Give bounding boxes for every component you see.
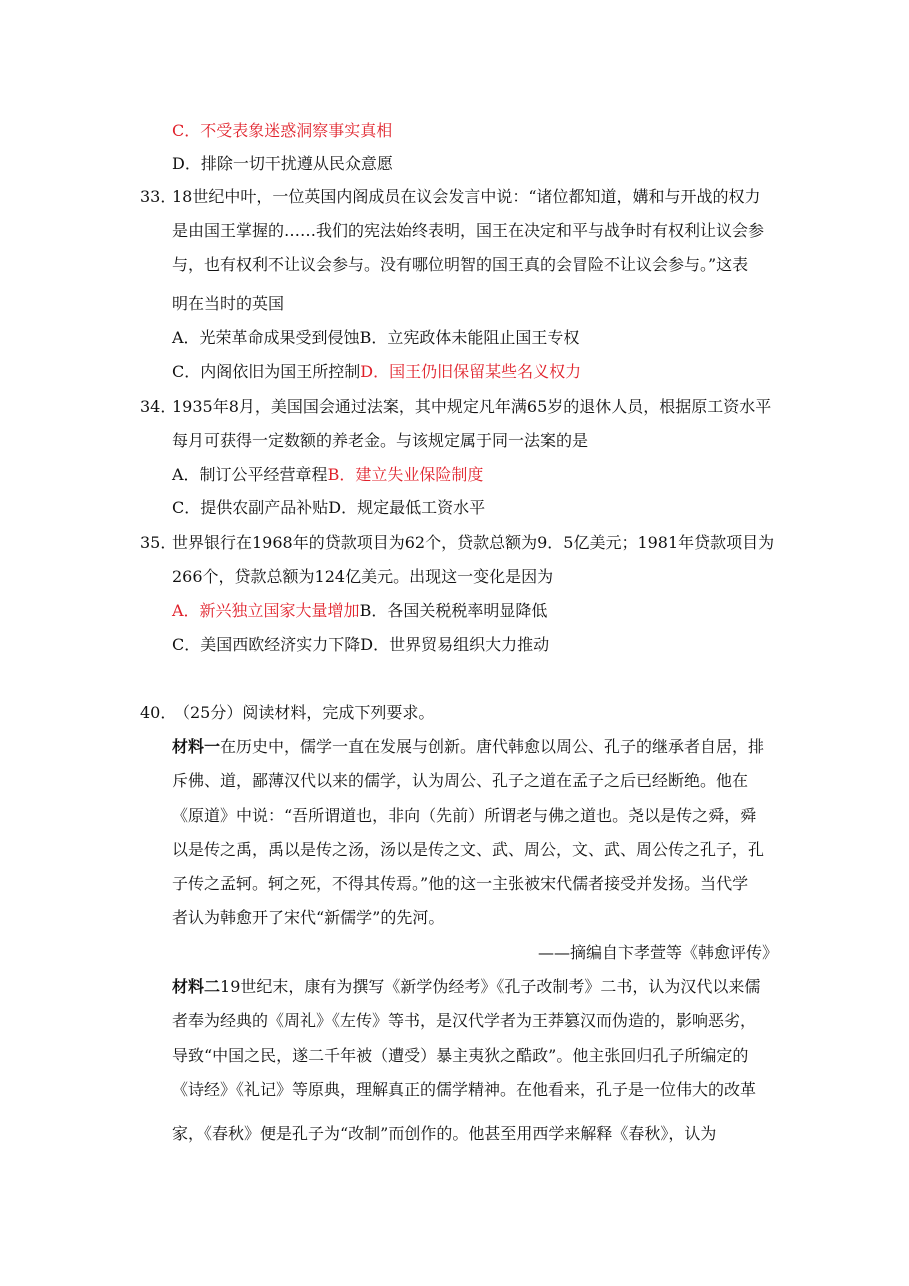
q35-option-d: D．世界贸易组织大力推动 (360, 635, 550, 654)
q35-options-cd (172, 635, 549, 655)
q34-stem-line: 1935年8月，美国国会通过法案，其中规定凡年满65岁的退休人员，根据原工资水平 (172, 397, 772, 416)
material1-line: 子传之孟轲。轲之死，不得其传焉。”他的这一主张被宋代儒者接受并发扬。当代学 (172, 874, 749, 893)
material1-source: ——摘编自卞孝萱等《韩愈评传》 (538, 943, 779, 962)
q33-stem-line: 与，也有权利不让议会参与。没有哪位明智的国王真的会冒险不让议会参与。”这表 (172, 255, 749, 274)
q33-option-d: D．国王仍旧保留某些名义权力 (360, 362, 582, 381)
q33-stem-line: 明在当时的英国 (172, 294, 285, 313)
material1-line: 斥佛、道，鄙薄汉代以来的儒学，认为周公、孔子之道在孟子之后已经断绝。他在 (172, 771, 749, 790)
q34-stem-line: 每月可获得一定数额的养老金。与该规定属于同一法案的是 (172, 431, 589, 450)
q35-option-a: A．新兴独立国家大量增加 (172, 601, 360, 620)
q33-option-b: B．立宪政体未能阻止国王专权 (359, 328, 580, 347)
q35-options-ab (172, 601, 547, 621)
material1-text: 在历史中，儒学一直在发展与创新。唐代韩愈以周公、孔子的继承者自居，排 (220, 737, 765, 756)
material2-text: 19世纪末，康有为撰写《新学伪经考》《孔子改制考》二书，认为汉代以来儒 (220, 977, 761, 996)
material1-line: 《原道》中说：“吾所谓道也，非向（先前）所谓老与佛之道也。尧以是传之舜，舜 (172, 806, 757, 825)
q35-stem-line: 266个，贷款总额为124亿美元。出现这一变化是因为 (172, 567, 554, 586)
material1-line: 以是传之禹，禹以是传之汤，汤以是传之文、武、周公，文、武、周公传之孔子，孔 (172, 840, 765, 859)
q34-option-a: A．制订公平经营章程 (172, 465, 328, 484)
q32-option-d: D．排除一切干扰遵从民众意愿 (172, 154, 393, 173)
q40-intro: （25分）阅读材料，完成下列要求。 (174, 703, 435, 722)
material2-line: 《诗经》《礼记》等原典，理解真正的儒学精神。在他看来，孔子是一位伟大的改革 (172, 1080, 757, 1099)
q33-options-cd (172, 362, 581, 382)
q40-number: 40． (140, 703, 177, 722)
q34-option-b: B．建立失业保险制度 (327, 465, 484, 484)
q33-number: 33． (140, 187, 177, 206)
q33-options-ab (172, 328, 579, 348)
material2-line (172, 977, 760, 997)
material1-line: 者认为韩愈开了宋代“新儒学”的先河。 (172, 908, 445, 927)
q34-option-d: D．规定最低工资水平 (328, 498, 486, 517)
material2-line: 家，《春秋》便是孔子为“改制”而创作的。他甚至用西学来解释《春秋》，认为 (172, 1124, 717, 1143)
q33-option-a: A．光荣革命成果受到侵蚀 (172, 328, 360, 347)
material2-line: 导致“中国之民，遂二千年被（遭受）暴主夷狄之酷政”。他主张回归孔子所编定的 (172, 1046, 749, 1065)
material2-label: 材料二 (172, 977, 221, 996)
q34-option-c: C．提供农副产品补贴 (172, 498, 329, 517)
q35-number: 35． (140, 533, 177, 552)
q35-option-b: B．各国关税税率明显降低 (359, 601, 548, 620)
q32-option-c: C．不受表象迷惑洞察事实真相 (172, 121, 393, 140)
material1-line (172, 737, 764, 757)
q35-option-c: C．美国西欧经济实力下降 (172, 635, 361, 654)
q33-stem-line: 18世纪中叶，一位英国内阁成员在议会发言中说：“诸位都知道，媾和与开战的权力 (172, 187, 761, 206)
q34-options-cd (172, 498, 485, 518)
material1-label: 材料一 (172, 737, 221, 756)
q33-stem-line: 是由国王掌握的……我们的宪法始终表明，国王在决定和平与战争时有权利让议会参 (172, 221, 765, 240)
q33-option-c: C．内阁依旧为国王所控制 (172, 362, 361, 381)
q34-number: 34． (140, 397, 177, 416)
q34-options-ab (172, 465, 483, 485)
q35-stem-line: 世界银行在1968年的贷款项目为62个，贷款总额为9．5亿美元；1981年贷款项目为 (172, 533, 775, 552)
material2-line: 者奉为经典的《周礼》《左传》等书，是汉代学者为王莽篡汉而伪造的，影响恶劣， (172, 1011, 757, 1030)
